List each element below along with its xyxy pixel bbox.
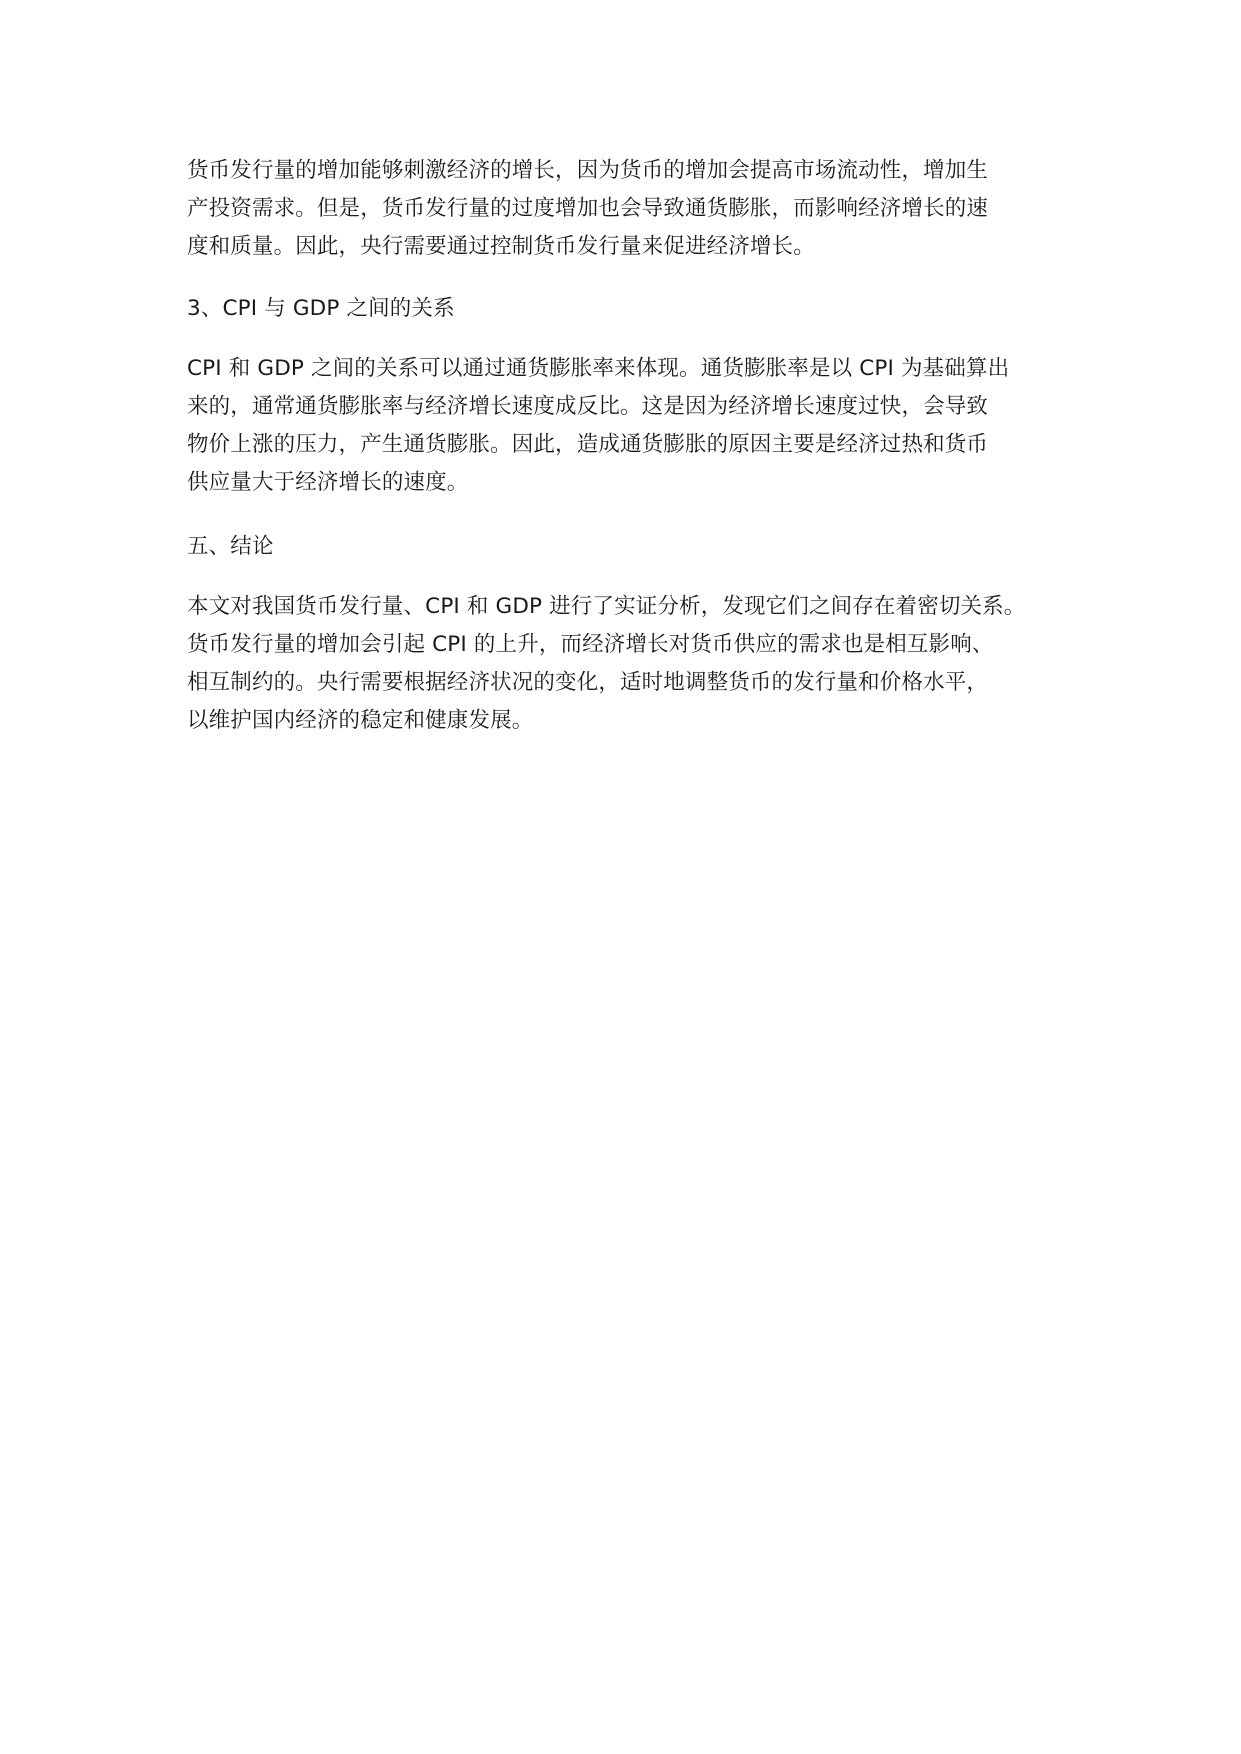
- paragraph-line: 货币发行量的增加能够刺激经济的增长，因为货币的增加会提高市场流动性，增加生: [187, 158, 989, 183]
- paragraph-line: 货币发行量的增加会引起 CPI 的上升，而经济增长对货币供应的需求也是相互影响、: [187, 632, 994, 657]
- paragraph-line: 度和质量。因此，央行需要通过控制货币发行量来促进经济增长。: [187, 234, 815, 259]
- paragraph-line: CPI 和 GDP 之间的关系可以通过通货膨胀率来体现。通货膨胀率是以 CPI 为基础算出: [187, 356, 1010, 381]
- paragraph-line: 供应量大于经济增长的速度。: [187, 470, 469, 495]
- paragraph-line: 相互制约的。央行需要根据经济状况的变化，适时地调整货币的发行量和价格水平，: [187, 670, 989, 695]
- paragraph-line: 以维护国内经济的稳定和健康发展。: [187, 708, 534, 733]
- section-heading-cpi-gdp: 3、CPI 与 GDP 之间的关系: [187, 296, 455, 321]
- paragraph-line: 来的，通常通货膨胀率与经济增长速度成反比。这是因为经济增长速度过快，会导致: [187, 394, 989, 419]
- paragraph-line: 物价上涨的压力，产生通货膨胀。因此，造成通货膨胀的原因主要是经济过热和货币: [187, 432, 989, 457]
- section-heading-conclusion: 五、结论: [187, 534, 274, 559]
- paragraph-line: 产投资需求。但是，货币发行量的过度增加也会导致通货膨胀，而影响经济增长的速: [187, 196, 989, 221]
- paragraph-line: 本文对我国货币发行量、CPI 和 GDP 进行了实证分析，发现它们之间存在着密切关系。: [187, 594, 1026, 619]
